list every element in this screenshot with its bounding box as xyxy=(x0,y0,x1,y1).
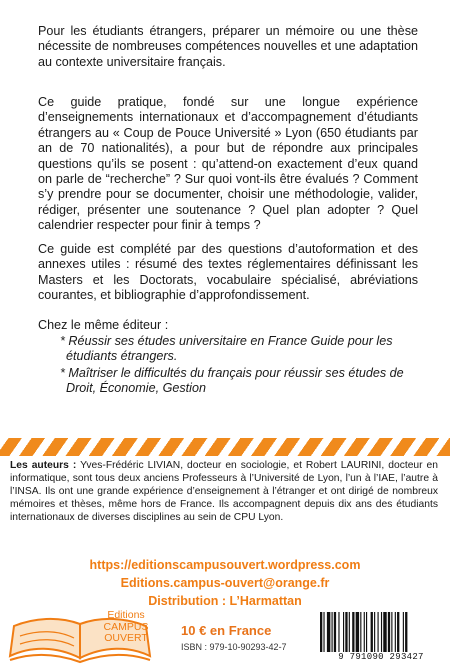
price-label: 10 € en France xyxy=(181,623,272,638)
authors-text: Yves-Frédéric LIVIAN, docteur en sociologie, et Robert LAURINI, docteur en informatique, sont tous deux anciens Professeurs à l’Université de Lyon, l’un à l’IAE, l’autre à l’INSA. Ils ont une grande expérience d’enseignement à l’étranger et ont dirigé de nombreux mémoires et thèses, même hors de France. Ils accompagnent depuis dix ans des étudiants internationaux de diverses disciplines au sein de CPU Lyon. xyxy=(10,460,439,523)
same-publisher-heading: Chez le même éditeur : xyxy=(38,318,169,332)
related-title-1: * Réussir ses études universitaire en France Guide pour les étudiants étrangers. xyxy=(60,334,393,364)
email-link[interactable]: Editions.campus-ouvert@orange.fr xyxy=(120,576,330,590)
guide-contents-paragraph: Ce guide est complété par des questions d’autoformation et des annexes utiles : résumé des textes réglementaires définissant les Masters et les Doctorats, vocabulaire spécialisé, abréviations courantes, et bibliographie d’approfondissement. xyxy=(38,242,418,303)
website-link[interactable]: https://editionscampusouvert.wordpress.com xyxy=(89,558,361,572)
guide-description-paragraph: Ce guide pratique, fondé sur une longue expérience d’enseignements internationaux et d’accompagnement d’étudiants étrangers au « Coup de Pouce Université » Lyon (650 étudiants par an de 70 nationalités), a pour but de répondre aux principales questions qu’ils se posent : qu’attend-on exactement d’eux quand on parle de “recherche” ? Sur quoi vont-ils être évalués ? Comment s’y prendre pour se documenter, choisir une méthodologie, valider, rédiger, présenter une soutenance ? Quel plan adopter ? Quel calendrier respecter pour finir à temps ? xyxy=(38,95,418,233)
publisher-logo-text: Editions CAMPUS OUVERT xyxy=(103,609,149,645)
isbn-label: ISBN : 979-10-90293-42-7 xyxy=(181,642,287,652)
authors-bio xyxy=(10,460,438,525)
distribution-label: Distribution : L’Harmattan xyxy=(148,594,302,608)
related-title-2: * Maîtriser le difficultés du français pour réussir ses études de Droit, Économie, Gestion xyxy=(60,366,404,396)
intro-paragraph: Pour les étudiants étrangers, préparer un mémoire ou une thèse nécessite de nombreuses compétences nouvelles et une adaptation au contexte universitaire français. xyxy=(38,24,418,69)
authors-label: Les auteurs : xyxy=(10,460,77,471)
barcode-icon xyxy=(318,612,444,652)
orange-hazard-stripe xyxy=(0,438,450,456)
barcode-number: 9 791090 293427 xyxy=(338,652,424,662)
